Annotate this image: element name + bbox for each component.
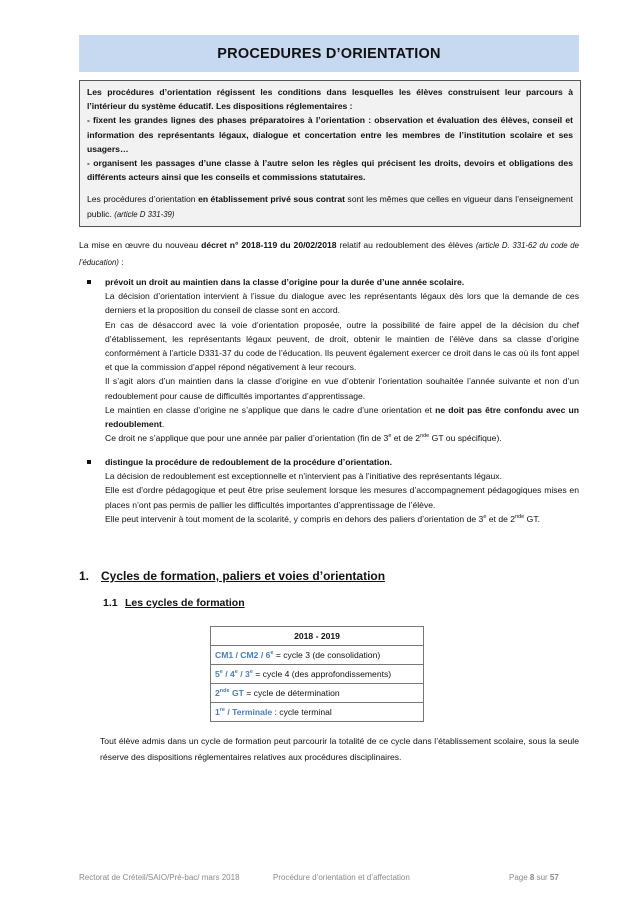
table-row: $CM1 / CM2 / 6^e$ = cycle 3 (de consolidation) xyxy=(211,646,424,665)
paragraph: La décision d’orientation intervient à l’issue du dialogue avec les représentants légaux dès lors que la demande de ces derniers et la proposition du conseil de classe sont en accord. xyxy=(105,291,579,316)
bullet-heading: prévoit un droit au maintien dans la classe d’origine pour la durée d’une année scolaire. xyxy=(87,275,579,289)
paragraph: Ce droit ne s’applique que pour une année par palier d’orientation (fin de 3e et de 2nde GT ou spécifique). xyxy=(105,433,502,444)
paragraph: La décision de redoublement est exceptionnelle et n’intervient pas à l’initiative des représentants légaux. xyxy=(105,471,502,482)
bullet-maintien xyxy=(87,275,579,445)
decree-intro: La mise en œuvre du nouveau décret n° 2018-119 du 20/02/2018 relatif au redoublement des élèves (article D. 331-62 du code de l’éducation) : xyxy=(79,240,579,267)
intro-line-1: Les procédures d’orientation régissent les conditions dans lesquelles les élèves construisent leur parcours à l’intérieur du système éducatif. Les dispositions réglementaires : xyxy=(87,87,573,112)
cycle-paragraph: Tout élève admis dans un cycle de formation peut parcourir la totalité de ce cycle dans l’établissement scolaire, sous la seule réserve des dispositions réglementaires relatives aux procédures disciplinaires. xyxy=(100,736,579,762)
table-header: 2018 - 2019 xyxy=(211,627,424,646)
section-heading-1: 1. Cycles de formation, paliers et voies d’orientation xyxy=(79,569,386,583)
table-row: 2nde GT = cycle de détermination xyxy=(211,684,424,703)
intro-line-2: - fixent les grandes lignes des phases préparatoires à l’orientation : observation et évaluation des élèves, conseil et information des représentants légaux, dialogue et concertation entre les membres de l’institution scolaire et ses usagers… xyxy=(87,115,573,154)
paragraph: Elle est d’ordre pédagogique et peut être prise seulement lorsque les mesures d’accompagnement pédagogiques mises en places n’ont pas permis de pallier les difficultés importantes d’apprentissage de l’élève. xyxy=(105,485,579,510)
footer-page-number: Page 8 sur 57 xyxy=(509,873,559,882)
table-row: 1re / Terminale : cycle terminal xyxy=(211,703,424,722)
section-heading-1-1: 1.1 Les cycles de formation xyxy=(103,597,245,609)
paragraph: Il s’agit alors d’un maintien dans la classe d’origine en vue d’obtenir l’orientation souhaitée l’année suivante et non d’un redoublement pour cause de difficultés importantes d’apprentissage. xyxy=(105,376,579,401)
paragraph: Elle peut intervenir à tout moment de la scolarité, y compris en dehors des paliers d’orientation de 3e et de 2nde GT. xyxy=(105,513,541,524)
intro-box xyxy=(79,80,581,227)
intro-line-3: - organisent les passages d’une classe à l’autre selon les règles qui précisent les droits, devoirs et obligations des différents acteurs ainsi que les conseils et commissions statutaires. xyxy=(87,158,573,183)
cycle-table xyxy=(210,626,424,722)
article-ref: (article D 331-39) xyxy=(114,209,175,219)
footer-title: Procédure d’orientation et d’affectation xyxy=(273,873,410,882)
paragraph: En cas de désaccord avec la voie d’orientation proposée, outre la possibilité de faire appel de la décision du chef d’établissement, les représentants légaux peuvent, de droit, obtenir le maintien de l’élève dans sa classe d’origine conformément à l’article D331-37 du code de l’éducation. Ils peuvent également exercer ce droit dans le cas où ils font appel et que la commission d’appel répond négativement à leur recours. xyxy=(105,319,579,373)
paragraph: Le maintien en classe d’origine ne s’applique que dans le cadre d’une orientation et ne doit pas être confondu avec un redoublement. xyxy=(105,404,579,430)
bullet-heading: distingue la procédure de redoublement de la procédure d’orientation. xyxy=(87,455,579,469)
intro-private-note: Les procédures d’orientation en établissement privé sous contrat sont les mêmes que celles en vigueur dans l’enseignement public. (article D 331-39) xyxy=(87,194,573,219)
title-banner xyxy=(79,35,579,72)
footer-source: Rectorat de Créteil/SAIO/Pré-bac/ mars 2018 xyxy=(79,873,240,882)
square-bullet-icon xyxy=(87,280,91,284)
bullet-redoublement xyxy=(87,455,579,526)
square-bullet-icon xyxy=(87,460,91,464)
table-row: $5e / 4e / 3^e$ = cycle 4 (des approfondissements) xyxy=(211,665,424,684)
page-title: PROCEDURES D’ORIENTATION xyxy=(217,45,441,62)
